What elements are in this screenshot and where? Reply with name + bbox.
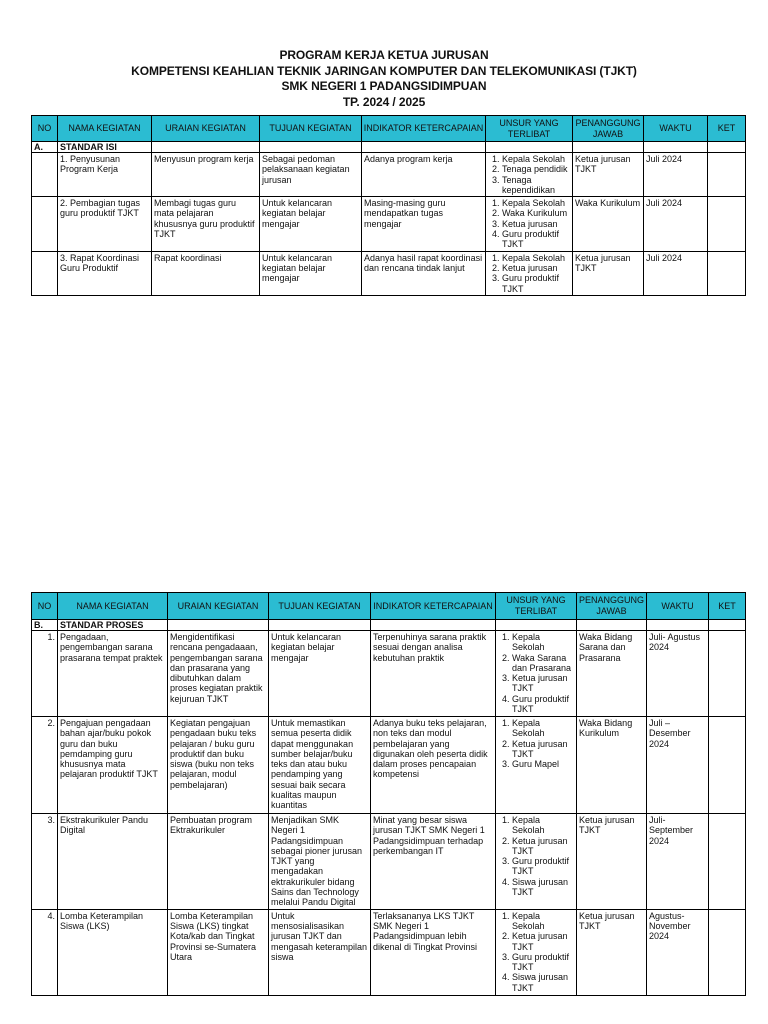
list-item: 1. Kepala Sekolah bbox=[512, 718, 574, 739]
doc-subtitle: KOMPETENSI KEAHLIAN TEKNIK JARINGAN KOMPUTER DAN TELEKOMUNIKASI (TJKT) bbox=[131, 63, 637, 78]
cell-ket bbox=[709, 814, 746, 910]
list-item: 3. Guru produktif TJKT bbox=[512, 952, 574, 973]
list-item: 2. Waka Kurikulum bbox=[502, 208, 570, 218]
cell-waktu: Agustus-November 2024 bbox=[647, 909, 709, 995]
col-nama: NAMA KEGIATAN bbox=[58, 593, 168, 620]
cell-indikator: Adanya buku teks pelajaran, non teks dan modul pembelajaran yang digunakan oleh peserta didik dalam proses pencapaian kompetensi bbox=[371, 717, 496, 814]
list-item: 1. Kepala Sekolah bbox=[512, 911, 574, 932]
table-row bbox=[32, 909, 746, 995]
cell-ket bbox=[709, 631, 746, 717]
cell-ket bbox=[709, 909, 746, 995]
list-item: 1. Kepala Sekolah bbox=[512, 815, 574, 836]
col-no: NO bbox=[32, 593, 58, 620]
list-item: 3. Ketua jurusan bbox=[502, 219, 570, 229]
table-row bbox=[32, 631, 746, 717]
table-row bbox=[32, 251, 746, 295]
cell-ket bbox=[708, 197, 746, 251]
col-tujuan: TUJUAN KEGIATAN bbox=[269, 593, 371, 620]
cell-pj: Waka Bidang Kurikulum bbox=[577, 717, 647, 814]
cell-indikator: Terlaksananya LKS TJKT SMK Negeri 1 Padangsidimpuan lebih dikenal di Tingkat Provinsi bbox=[371, 909, 496, 995]
section-row bbox=[32, 620, 746, 631]
cell-nama: 3. Rapat Koordinasi Guru Produktif bbox=[58, 251, 152, 295]
cell-tujuan: Untuk kelancaran kegiatan belajar mengajar bbox=[269, 631, 371, 717]
cell-nama: 2. Pembagian tugas guru produktif TJKT bbox=[58, 197, 152, 251]
cell-uraian: Pembuatan program Ektrakurikuler bbox=[168, 814, 269, 910]
cell-nama: Pengadaan, pengembangan sarana prasarana tempat praktek bbox=[58, 631, 168, 717]
standar-isi-table bbox=[31, 115, 746, 296]
col-no: NO bbox=[32, 116, 58, 142]
cell-tujuan: Untuk kelancaran kegiatan belajar mengajar bbox=[260, 251, 362, 295]
cell-pj: Waka Bidang Sarana dan Prasarana bbox=[577, 631, 647, 717]
cell-unsur bbox=[496, 717, 577, 814]
cell-tujuan: Menjadikan SMK Negeri 1 Padangsidimpuan sebagai pioner jurusan TJKT yang mengadakan ektrakurikuler bidang Sains dan Technology melalui Pandu Digital bbox=[269, 814, 371, 910]
cell-waktu: Juli 2024 bbox=[644, 153, 708, 197]
col-unsur: UNSUR YANG TERLIBAT bbox=[486, 116, 573, 142]
cell-unsur bbox=[496, 909, 577, 995]
section-label: B. bbox=[32, 620, 58, 631]
cell-tujuan: Untuk kelancaran kegiatan belajar mengajar bbox=[260, 197, 362, 251]
cell-nama: Pengajuan pengadaan bahan ajar/buku pokok guru dan buku pemdamping guru khususnya mata pelajaran produktif TJKT bbox=[58, 717, 168, 814]
cell-unsur bbox=[486, 251, 573, 295]
cell-uraian: Membagi tugas guru mata pelajaran khususnya guru produktif TJKT bbox=[152, 197, 260, 251]
cell-unsur bbox=[486, 153, 573, 197]
cell-no: 3. bbox=[32, 814, 58, 910]
table-row bbox=[32, 814, 746, 910]
cell-tujuan: Sebagai pedoman pelaksanaan kegiatan jurusan bbox=[260, 153, 362, 197]
list-item: 2. Ketua jurusan TJKT bbox=[512, 931, 574, 952]
cell-indikator: Masing-masing guru mendapatkan tugas mengajar bbox=[362, 197, 486, 251]
list-item: 1. Kepala Sekolah bbox=[512, 632, 574, 653]
list-item: 3. Guru produktif TJKT bbox=[502, 273, 570, 294]
cell-indikator: Minat yang besar siswa jurusan TJKT SMK Negeri 1 Padangsidimpuan terhadap perkembangan IT bbox=[371, 814, 496, 910]
col-pj: PENANGGUNG JAWAB bbox=[577, 593, 647, 620]
list-item: 3. Tenaga kependidikan bbox=[502, 175, 570, 196]
document-header bbox=[0, 48, 768, 110]
table-row bbox=[32, 717, 746, 814]
cell-no: 2. bbox=[32, 717, 58, 814]
col-ket: KET bbox=[708, 116, 746, 142]
list-item: 2. Ketua jurusan bbox=[502, 263, 570, 273]
section-title: STANDAR ISI bbox=[58, 142, 152, 153]
cell-waktu: Juli 2024 bbox=[644, 251, 708, 295]
cell-indikator: Terpenuhinya sarana praktik sesuai dengan analisa kebutuhan praktik bbox=[371, 631, 496, 717]
col-nama: NAMA KEGIATAN bbox=[58, 116, 152, 142]
cell-ket bbox=[708, 251, 746, 295]
col-uraian: URAIAN KEGIATAN bbox=[168, 593, 269, 620]
cell-indikator: Adanya program kerja bbox=[362, 153, 486, 197]
cell-uraian: Menyusun program kerja bbox=[152, 153, 260, 197]
table-header-row bbox=[32, 593, 746, 620]
list-item: 2. Waka Sarana dan Prasarana bbox=[512, 653, 574, 674]
col-indikator: INDIKATOR KETERCAPAIAN bbox=[362, 116, 486, 142]
col-tujuan: TUJUAN KEGIATAN bbox=[260, 116, 362, 142]
section-row bbox=[32, 142, 746, 153]
list-item: 4. Guru produktif TJKT bbox=[502, 229, 570, 250]
list-item: 3. Guru Mapel bbox=[512, 759, 574, 769]
cell-waktu: Juli – Desember 2024 bbox=[647, 717, 709, 814]
list-item: 4. Guru produktif TJKT bbox=[512, 694, 574, 715]
list-item: 3. Ketua jurusan TJKT bbox=[512, 673, 574, 694]
list-item: 2. Tenaga pendidik bbox=[502, 164, 570, 174]
cell-pj: Waka Kurikulum bbox=[573, 197, 644, 251]
col-uraian: URAIAN KEGIATAN bbox=[152, 116, 260, 142]
col-pj: PENANGGUNG JAWAB bbox=[573, 116, 644, 142]
school-year: TP. 2024 / 2025 bbox=[342, 94, 426, 109]
cell-no: 4. bbox=[32, 909, 58, 995]
table-header-row bbox=[32, 116, 746, 142]
list-item: 2. Ketua jurusan TJKT bbox=[512, 836, 574, 857]
list-item: 3. Guru produktif TJKT bbox=[512, 856, 574, 877]
cell-unsur bbox=[496, 631, 577, 717]
standar-proses-table bbox=[31, 592, 746, 996]
cell-indikator: Adanya hasil rapat koordinasi dan rencana tindak lanjut bbox=[362, 251, 486, 295]
cell-pj: Ketua jurusan TJKT bbox=[573, 153, 644, 197]
cell-pj: Ketua jurusan TJKT bbox=[577, 814, 647, 910]
section-title: STANDAR PROSES bbox=[58, 620, 168, 631]
cell-tujuan: Untuk mensosialisasikan jurusan TJKT dan mengasah keterampilan siswa bbox=[269, 909, 371, 995]
cell-uraian: Kegiatan pengajuan pengadaan buku teks pelajaran / buku guru produktif dan buku siswa (buku non teks pelajaran, modul pembelajaran) bbox=[168, 717, 269, 814]
table-row bbox=[32, 197, 746, 251]
cell-ket bbox=[708, 153, 746, 197]
school-name: SMK NEGERI 1 PADANGSIDIMPUAN bbox=[281, 79, 487, 93]
cell-unsur bbox=[486, 197, 573, 251]
cell-uraian: Lomba Keterampilan Siswa (LKS) tingkat Kota/kab dan Tingkat Provinsi se-Sumatera Utara bbox=[168, 909, 269, 995]
col-waktu: WAKTU bbox=[644, 116, 708, 142]
list-item: 1. Kepala Sekolah bbox=[502, 198, 570, 208]
col-waktu: WAKTU bbox=[647, 593, 709, 620]
doc-title: PROGRAM KERJA KETUA JURUSAN bbox=[279, 48, 489, 62]
list-item: 4. Siswa jurusan TJKT bbox=[512, 972, 574, 993]
table-row bbox=[32, 153, 746, 197]
cell-waktu: Juli- Agustus 2024 bbox=[647, 631, 709, 717]
cell-pj: Ketua jurusan TJKT bbox=[577, 909, 647, 995]
cell-uraian: Mengidentifikasi rencana pengadaaan, pengembangan sarana dan prasarana yang dibutuhkan dalam proses kegiatan praktik kejuruan TJKT bbox=[168, 631, 269, 717]
col-unsur: UNSUR YANG TERLIBAT bbox=[496, 593, 577, 620]
cell-nama: Ekstrakurikuler Pandu Digital bbox=[58, 814, 168, 910]
cell-tujuan: Untuk memastikan semua peserta didik dapat menggunakan sumber belajar/buku teks dan atau buku pendamping yang sesuai baik secara kualitas maupun kuantitas bbox=[269, 717, 371, 814]
cell-waktu: Juli- September 2024 bbox=[647, 814, 709, 910]
list-item: 1. Kepala Sekolah bbox=[502, 253, 570, 263]
cell-nama: 1. Penyusunan Program Kerja bbox=[58, 153, 152, 197]
cell-uraian: Rapat koordinasi bbox=[152, 251, 260, 295]
cell-no: 1. bbox=[32, 631, 58, 717]
col-ket: KET bbox=[709, 593, 746, 620]
list-item: 4. Siswa jurusan TJKT bbox=[512, 877, 574, 898]
cell-ket bbox=[709, 717, 746, 814]
list-item: 2. Ketua jurusan TJKT bbox=[512, 739, 574, 760]
cell-nama: Lomba Keterampilan Siswa (LKS) bbox=[58, 909, 168, 995]
col-indikator: INDIKATOR KETERCAPAIAN bbox=[371, 593, 496, 620]
cell-pj: Ketua jurusan TJKT bbox=[573, 251, 644, 295]
cell-waktu: Juli 2024 bbox=[644, 197, 708, 251]
section-label: A. bbox=[32, 142, 58, 153]
cell-unsur bbox=[496, 814, 577, 910]
list-item: 1. Kepala Sekolah bbox=[502, 154, 570, 164]
